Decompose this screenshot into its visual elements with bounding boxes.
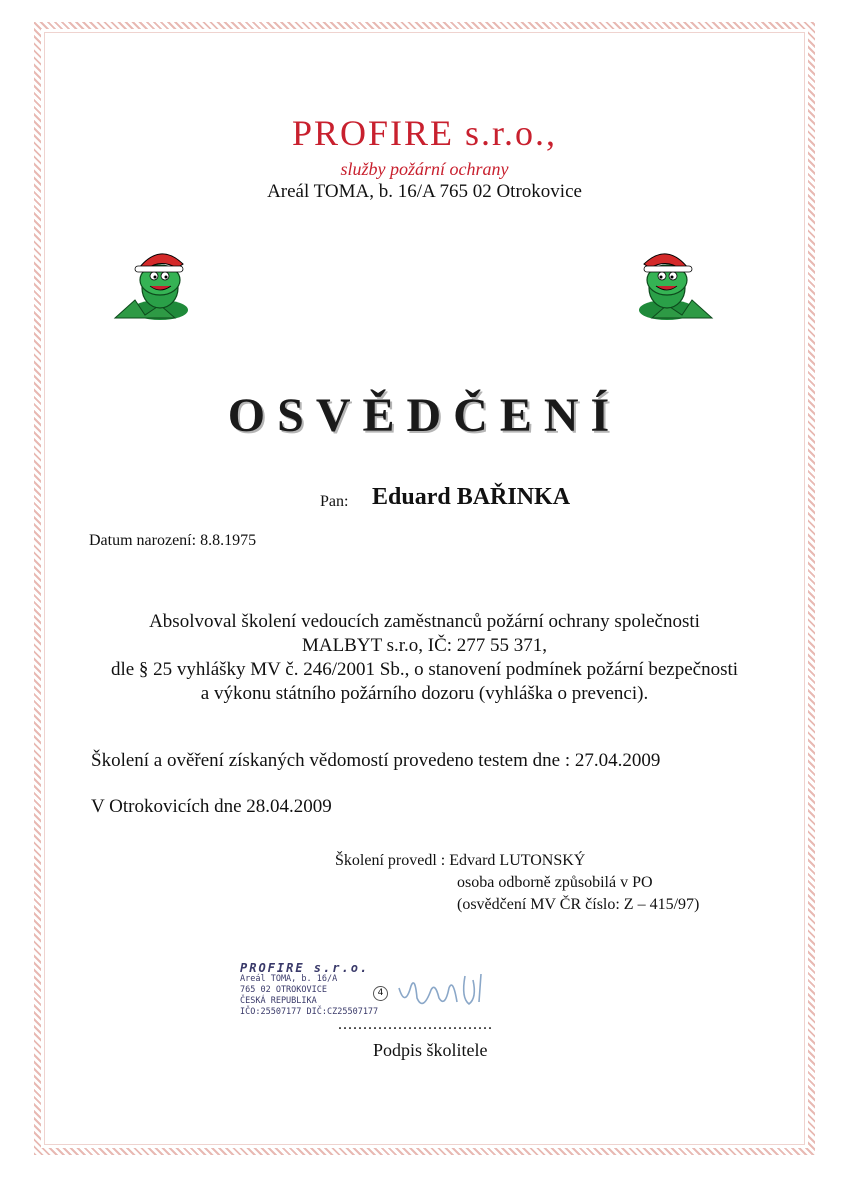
body-line-3: dle § 25 vyhlášky MV č. 246/2001 Sb., o stanovení podmínek požární bezpečnosti <box>110 659 739 680</box>
stamp-line-2: Areál TOMA, b. 16/A <box>240 974 338 984</box>
stamp-line-4: ČESKÁ REPUBLIKA <box>240 996 317 1006</box>
dragon-firefighter-mascot-icon <box>632 240 722 330</box>
date-of-birth: Datum narození: 8.8.1975 <box>89 532 257 549</box>
signature-line: ............................... <box>338 1016 493 1033</box>
test-statement: Školení a ověření získaných vědomostí provedeno testem dne : 27.04.2009 <box>91 750 661 771</box>
company-address: Areál TOMA, b. 16/A 765 02 Otrokovice <box>267 181 582 202</box>
stamp-line-1: PROFIRE s.r.o. <box>240 961 370 975</box>
salutation-label: Pan: <box>320 493 349 510</box>
trainer-certificate-number: (osvědčení MV ČR číslo: Z – 415/97) <box>457 896 700 913</box>
company-name: PROFIRE s.r.o., <box>291 113 558 153</box>
trainer-qualification: osoba odborně způsobilá v PO <box>457 874 653 891</box>
recipient-name: Eduard BAŘINKA <box>372 484 571 510</box>
place-and-date: V Otrokovicích dne 28.04.2009 <box>91 796 332 817</box>
stamp-line-3: 765 02 OTROKOVICE <box>240 985 327 995</box>
body-line-1: Absolvoval školení vedoucích zaměstnanců požární ochrany společnosti <box>149 611 700 632</box>
body-line-2: MALBYT s.r.o, IČ: 277 55 371, <box>301 635 548 656</box>
company-subtitle: služby požární ochrany <box>340 159 509 179</box>
body-line-4: a výkonu státního požárního dozoru (vyhláška o prevenci). <box>200 683 649 704</box>
signature-label: Podpis školitele <box>373 1040 488 1060</box>
stamp-number-badge: 4 <box>373 986 388 1001</box>
trainer-line: Školení provedl : Edvard LUTONSKÝ <box>335 852 586 869</box>
certificate-title: OSVĚDČENÍ <box>227 389 622 442</box>
stamp-line-5: IČO:25507177 DIČ:CZ25507177 <box>240 1007 379 1017</box>
dragon-firefighter-mascot-icon <box>105 240 195 330</box>
handwritten-signature <box>395 968 490 1023</box>
